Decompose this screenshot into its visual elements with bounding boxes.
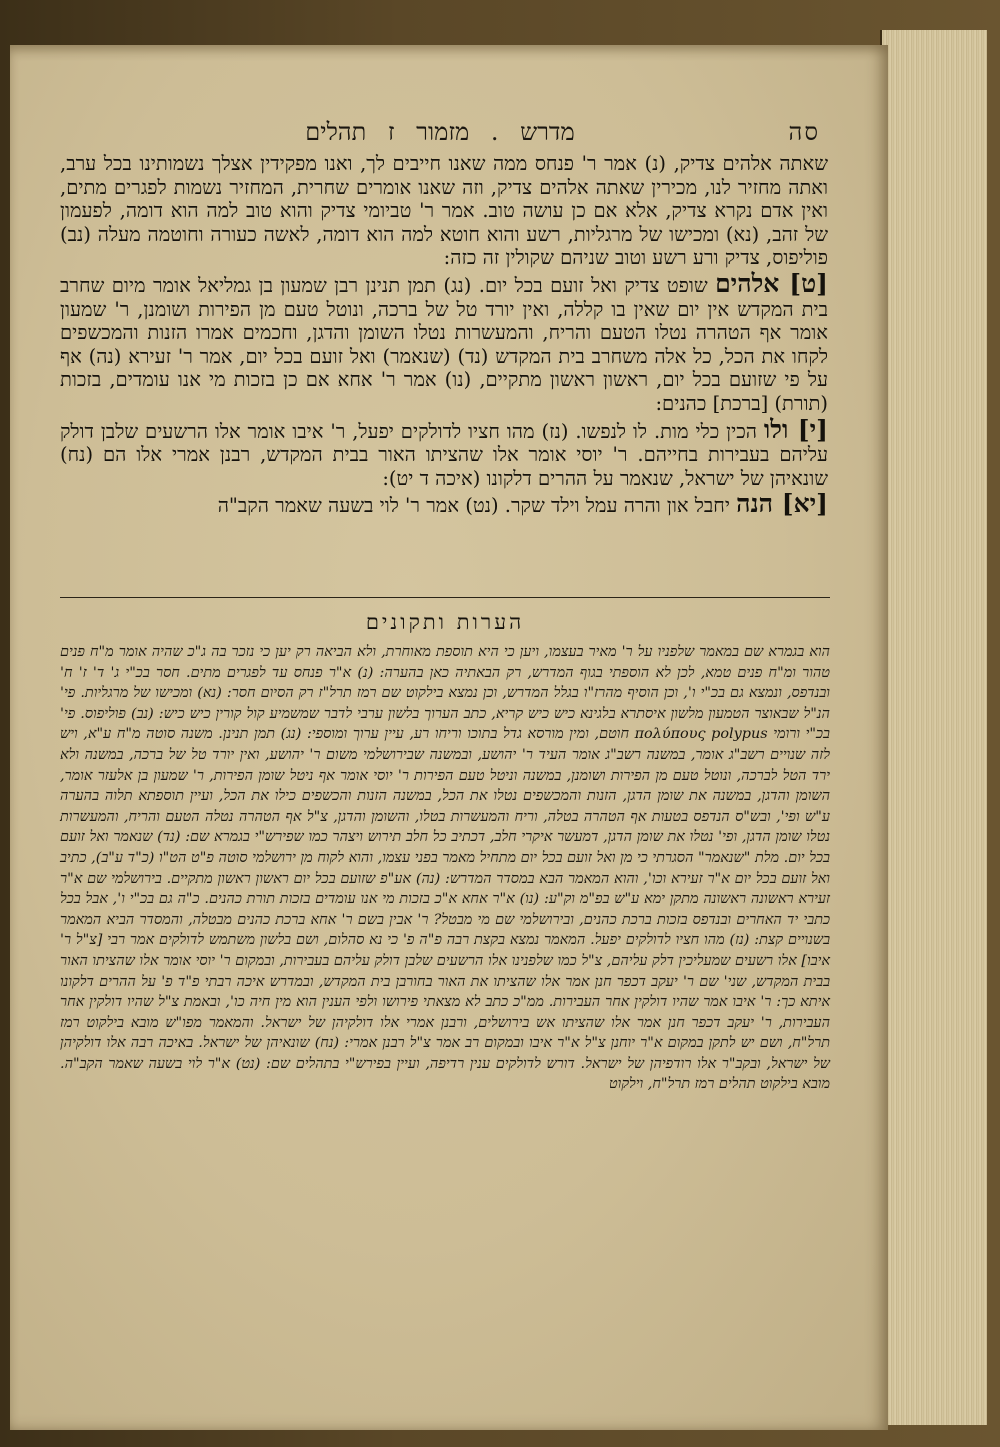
- paragraph-1: שאתה אלהים צדיק, (נ) אמר ר' פנחס ממה שאנו חייבים לך, ואנו מפקידין אצלך נשמותינו בכל ערב, ואתה מחזיר לנו, מכירין שאתה אלהים צדיק, וזה שאנו אומרים שחרית, המחזיר נשמות לפגרים מתים, ואין אדם נקרא צדיק, אלא אם כן עושה טוב. אמר ר' טביומי צדיק והוא טוב למה הוא דומה, לפעמון של זהב, (נא) ומכישו של מרגליות, רשע והוא חוטא למה הוא דומה, לאשה כעורה וחוטמה מעלה (נב) פוליפוס, צדיק ורע רשע וטוב שניהם שקולין זה כזה:: [60, 152, 828, 270]
- paragraph-4: [60, 489, 828, 519]
- notes-paragraph: הוא בגמרא שם במאמר שלפניו על ר' מאיר בעצמו, ויען כי היא תוספת מאוחרת, ולא הביאה רק יען כי נזכר בה ג"כ שהיה אומר מ"ח פנים טהור ומ"ח פנים טמא, לכן לא הוספתי בגוף המדרש, רק הבאתיה כאן בהערה: (נ) א"ר פנחס עד לפגרים מתים. חסר בכ"י ג' ד' ז' ח' ובנדפס, ונמצא גם בכ"י ו', וכן הוסיף מהרז"ו בגלל המדרש, וכן נמצא בילקוט שם רמז תרל"ז רק הסיום חסר: (נא) ומכישו של מרגליות. פי' הנ"ל שבאוצר הטמעון מלשון איסתרא בלגינא כיש כיש קריא, כתב הערוך בלשון ערבי לדבר שמשמיע קול קורין כיש כיש: (נב) פוליפוס. פי' בכ"י ורומי πολύπους polypus חוטם, ומין מורסא גדל בתוכו וריחו רע, עיין ערוך ומוספי: (נג) תמן תנינן. משנה סוטה מ"ח ע"א, ויש לזה שנויים רשב"ג אומר, במשנה רשב"ג אומר העיד ר' יהושע, ובמשנה שבירושלמי משום ר' יהושע, ואין יורד טל של ברכה, במשנה ולא ירד הטל לברכה, ונוטל טעם מן הפירות ושומנן, במשנה וניטל טעם הפירות ר' יוסי אומר אף ניטל שומן הפירות, ר' שמעון בן אלעזר אומר, השומן והדגן, במשנה את שומן הדגן, הזנות והמכשפים נטלו את הכל, במשנה הזנות והכשפים כילו את הכל, ועיין תוספתא תלוה בהערה ע"ש ופי', ובש"ס הנדפס בטעות אף הטהרה בטלה, וריח והמעשרות בטלו, והשומן והדגן, צ"ל אף הטהרה נטלה הטעם והריח, והמעשרות נטלו שומן הדגן, ופי' נטלו את שומן הדגן, דמעשר איקרי חלב, דכתיב כל חלב תירוש ויצהר כמו שפירש"י בגמרא שם: (נד) שנאמר ואל זועם בכל יום. מלת "שנאמר" הסגרתי כי מן ואל זועם בכל יום מתחיל מאמר בפני עצמו, והוא לקוח מן ירושלמי סוטה פ"ט הט"ו (כ"ד ע"ב), כתיב ואל זועם בכל יום א"ר זעירא וכו', והוא המאמר הבא במסדר המדרש: (נה) אע"פ שזועם בכל יום ראשון ראשון מתקיים. בירושלמי שם א"ר זעירא ראשונה ראשונה מתקן ימא ע"ש בפ"מ וק"ע: (נו) א"ר אחא א"כ בזכות מי אנו עומדים בזכות תורת כהנים. כ"ה גם בכ"י ו', אבל בכל כתבי יד האחרים ובנדפס בזכות ברכת כהנים, ובירושלמי שם מי מבטל? ר' אבין בשם ר' אחא ברכת כהנים מבטלה, והמסדר הביא המאמר בשנויים קצת: (נז) מהו חציו לדולקים יפעל. המאמר נמצא בקצת רבה פ"ה פ' כי נא סהלום, ושם בלשון משתמש לדולקים אמר רבי [צ"ל ר' איבו] אלו רשעים שמעליכין דלק עליהם, צ"ל כמו שלפנינו אלו הרשעים שלבן דולק עליהם בעבירות, ובמקום ר' יוסי אומר אלו שהציתו האור בבית המקדש, שני' שם ר' יעקב דכפר חנן אמר אלו שהציתו את האור בחורבן בית המקדש, ובמדרש איכה רבתי פ"ד פ' על ההרים דלקונו איתא כך: ר' איבו אמר שהיו דולקין אחר העבירות. ממ"כ כתב לא מצאתי פירושו ולפי הענין הוא מין חיה כו', ובאמת צ"ל שהיו דולקין אחר העבירות, ר' יעקב דכפר חנן אמר אלו שהציתו אש בירושלים, ורבנן אמרי אלו דולקיהן של ישראל. והמאמר מפו"ש מובא בילקוט רמז תרל"ח, ושם יש לתקן במקום א"ר יוחנן צ"ל א"ר איבו ובמקום רב אמר צ"ל רבנן אמרי: (נח) שונאיהן של ישראל. באיכה רבה אלו דולקיהן של ישראל, ובקב"ר אלו רודפיהן של ישראל. דורש לדולקים ענין רדיפה, ועיין בפירש"י בתהלים שם: (נט) א"ר לוי בשעה שאמר הקב"ה. מובא בילקוט תהלים רמז תרל"ח, וילקוט: [60, 644, 830, 1093]
- paragraph-4-lead: [יא] הנה: [736, 489, 828, 519]
- notes-body: [60, 642, 830, 1095]
- paragraph-3: [60, 414, 828, 491]
- section-divider: [60, 597, 830, 598]
- page-number: סה: [788, 118, 820, 146]
- paragraph-3-lead: [י] ולו: [763, 414, 828, 444]
- main-text: [60, 152, 828, 518]
- paragraph-2-text: שופט צדיק ואל זועם בכל יום. (נג) תמן תנינן רבן שמעון בן גמליאל אומר מיום שחרב בית המקדש אין יום שאין בו קללה, ואין יורד טל של ברכה, ונוטל טעם מן הפירות ושומנן, ר' שמעון אומר אף הטהרה נטלו הטעם והריח, והמעשרות נטלו השומן והדגן, וחכמים אמרו הזנות והמכשפים לקחו את הכל, כל אלה משחרב בית המקדש (נד) (שנאמר) ואל זועם בכל יום, אמר ר' זעירא (נה) אף על פי שזועם בכל יום, ראשון ראשון מתקיים, (נו) אמר ר' אחא אם כן בזכות מי אנו עומדים, בזכות (תורת) [ברכת] כהנים:: [60, 273, 828, 415]
- paragraph-2-lead: [ט] אלהים: [715, 268, 829, 298]
- paragraph-3-text: הכין כלי מות. לו לנפשו. (נז) מהו חציו לדולקים יפעל, ר' איבו אומר אלו הרשעים שלבן דולק עליהם בעבירות בחייהם. ר' יוסי אומר אלו שהציתו האור בבית המקדש, רבנן אמרי אלו הם (נח) שונאיהן של ישראל, שנאמר על ההרים דלקונו (איכה ד יט):: [60, 419, 828, 490]
- running-header: [60, 118, 820, 154]
- running-title: מדרש . מזמור ז תהלים: [305, 118, 575, 146]
- notes-heading: הערות ותקונים: [365, 610, 525, 634]
- paragraph-2: [60, 268, 829, 416]
- paragraph-4-text: יחבל און והרה עמל וילד שקר. (נט) אמר ר' לוי בשעה שאמר הקב"ה: [217, 494, 730, 518]
- page-stack-edge: [880, 30, 987, 1425]
